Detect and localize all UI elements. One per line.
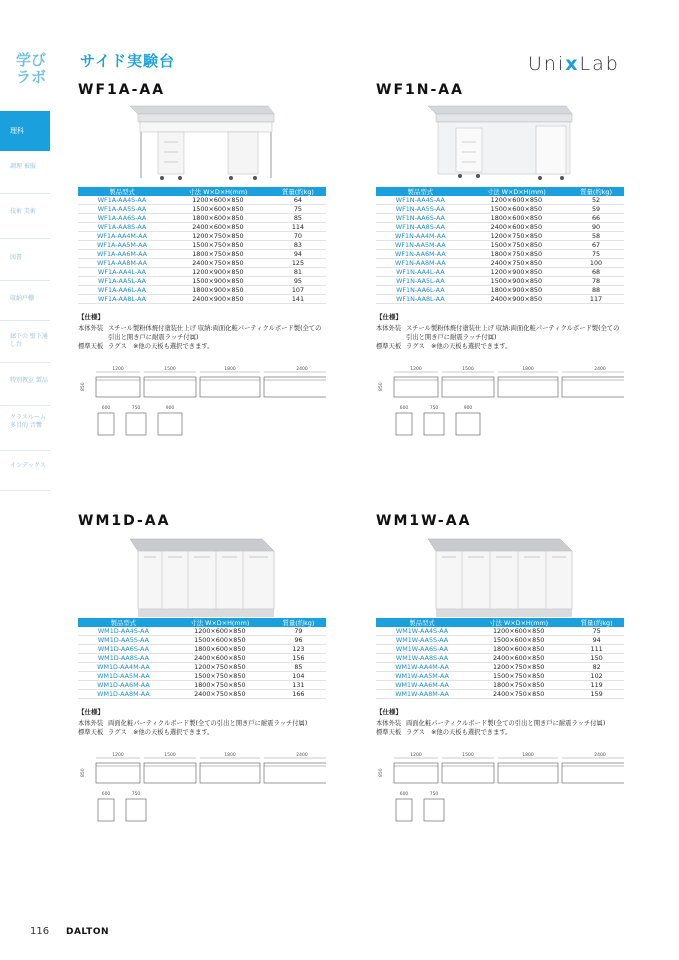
cell-model: WF1N-AA5S-AA [376, 205, 465, 214]
spec-table [78, 187, 326, 304]
cell-model: WF1N-AA4L-AA [376, 268, 465, 277]
table-row [78, 277, 326, 286]
logo-text-b: Lab [579, 53, 620, 75]
table-row [78, 286, 326, 295]
cell-model: WF1N-AA6L-AA [376, 286, 465, 295]
cell-model: WM1D-AA8S-AA [78, 654, 169, 663]
table-header [78, 618, 326, 627]
cell-model: WF1A-AA6S-AA [78, 214, 166, 223]
cell-weight: 58 [568, 232, 624, 241]
table-row [78, 232, 326, 241]
cell-weight: 141 [270, 295, 326, 304]
sidebar [0, 0, 50, 960]
cell-weight: 104 [271, 672, 326, 681]
table-row [78, 295, 326, 304]
cell-model: WF1N-AA4S-AA [376, 196, 465, 205]
drawing-wrap [78, 751, 326, 833]
table-row [78, 196, 326, 205]
table-row [376, 214, 624, 223]
cell-size: 1800×600×850 [468, 645, 569, 654]
spec-row [78, 342, 326, 351]
sidebar-item-library[interactable]: 図書 [10, 254, 23, 261]
product-photo-wrap [78, 102, 326, 187]
cell-weight: 66 [568, 214, 624, 223]
cell-model: WF1N-AA5M-AA [376, 241, 465, 250]
spec-table [376, 618, 624, 699]
table-row [376, 286, 624, 295]
dim-label: 2400 [296, 753, 308, 758]
cell-weight: 111 [569, 645, 624, 654]
spec-key: 標準天板 [78, 343, 104, 350]
cell-model: WM1D-AA5S-AA [78, 636, 169, 645]
table-row [376, 268, 624, 277]
cell-weight: 119 [569, 681, 624, 690]
cell-weight: 64 [270, 196, 326, 205]
cell-weight: 94 [270, 250, 326, 259]
unixlab-logo [528, 53, 620, 75]
spec-value: 両面化粧パーティクルボード製(全ての引出と開き戸に耐震ラッチ付属) [108, 720, 308, 727]
product-photo-wrap [376, 102, 624, 187]
cell-weight: 90 [568, 223, 624, 232]
column-header-model: 製品型式 [376, 618, 468, 627]
table-row [78, 627, 326, 636]
table-row [376, 259, 624, 268]
table-row [376, 672, 624, 681]
cell-size: 2400×750×850 [465, 259, 568, 268]
dim-label: 1200 [410, 367, 422, 372]
table-row [376, 681, 624, 690]
cell-weight: 131 [271, 681, 326, 690]
cell-model: WM1W-AA4M-AA [376, 663, 468, 672]
cell-size: 2400×750×850 [169, 690, 271, 699]
table-header [376, 187, 624, 196]
product-photo-wrap [78, 533, 326, 618]
cell-model: WM1D-AA4S-AA [78, 627, 169, 636]
cell-model: WM1D-AA8M-AA [78, 690, 169, 699]
cell-model: WF1A-AA8L-AA [78, 295, 166, 304]
cell-weight: 88 [568, 286, 624, 295]
spec-value: ラグス ※他の天板も選択できます。 [406, 729, 512, 736]
sidebar-divider [0, 362, 50, 363]
cell-size: 1800×600×850 [465, 214, 568, 223]
column-header-size: 寸法 W×D×H(mm) [468, 618, 569, 627]
page-number: 116 [30, 926, 50, 937]
cell-weight: 114 [270, 223, 326, 232]
table-row [78, 690, 326, 699]
svg-text:850: 850 [379, 768, 384, 777]
cell-weight: 68 [568, 268, 624, 277]
cell-model: WF1N-AA8L-AA [376, 295, 465, 304]
spec-value: ラグス ※他の天板も選択できます。 [406, 343, 512, 350]
column-header-model: 製品型式 [78, 187, 166, 196]
cell-model: WF1A-AA8M-AA [78, 259, 166, 268]
cell-weight: 123 [271, 645, 326, 654]
dim-label: 2400 [594, 753, 606, 758]
column-header-weight: 質量(約kg) [569, 618, 624, 627]
cell-weight: 75 [270, 205, 326, 214]
sidebar-divider [0, 405, 50, 406]
cell-model: WM1D-AA4M-AA [78, 663, 169, 672]
svg-text:600: 600 [399, 792, 409, 797]
product-photo-wrap [376, 533, 624, 618]
cell-size: 1500×600×850 [468, 636, 569, 645]
cell-weight: 85 [270, 214, 326, 223]
cell-size: 1500×600×850 [169, 636, 271, 645]
cell-size: 1500×900×850 [166, 277, 270, 286]
cell-size: 1200×750×850 [468, 663, 569, 672]
spec-row [376, 324, 624, 342]
dim-label: 1500 [462, 753, 474, 758]
cell-model: WM1W-AA5S-AA [376, 636, 468, 645]
spec-key: 標準天板 [376, 729, 402, 736]
cell-size: 1800×900×850 [166, 286, 270, 295]
cell-size: 1800×600×850 [166, 214, 270, 223]
dim-label: 1200 [112, 367, 124, 372]
cell-size: 1200×600×850 [468, 627, 569, 636]
cell-model: WM1D-AA6S-AA [78, 645, 169, 654]
spec-row [376, 719, 624, 728]
column-header-weight: 質量(約kg) [270, 187, 326, 196]
spec-table [78, 618, 326, 699]
spec-key: 本体外装 [376, 325, 402, 332]
spec-value: ラグス ※他の天板も選択できます。 [108, 343, 214, 350]
table-row [376, 690, 624, 699]
spec-heading: 【仕様】 [376, 708, 402, 716]
cell-size: 1200×750×850 [166, 232, 270, 241]
cell-model: WM1W-AA4S-AA [376, 627, 468, 636]
cell-size: 1800×900×850 [465, 286, 568, 295]
table-row [78, 645, 326, 654]
cell-weight: 166 [271, 690, 326, 699]
logo-text-x: x [565, 53, 580, 75]
spec-key: 標準天板 [376, 343, 402, 350]
svg-text:900: 900 [463, 406, 473, 411]
cell-weight: 75 [568, 250, 624, 259]
column-header-size: 寸法 W×D×H(mm) [169, 618, 271, 627]
dimension-drawing [78, 365, 326, 473]
product-panel [78, 82, 326, 477]
model-name: WM1D-AA [78, 513, 171, 529]
table-row [376, 636, 624, 645]
column-header-size: 寸法 W×D×H(mm) [465, 187, 568, 196]
sidebar-divider [0, 320, 50, 321]
cell-size: 2400×750×850 [468, 690, 569, 699]
cell-model: WF1N-AA8S-AA [376, 223, 465, 232]
dim-label: 1200 [112, 753, 124, 758]
cell-model: WF1A-AA5S-AA [78, 205, 166, 214]
sidebar-divider [0, 450, 50, 451]
cell-weight: 82 [569, 663, 624, 672]
product-panel [376, 82, 624, 477]
model-name: WF1A-AA [78, 82, 166, 98]
cell-size: 1200×600×850 [166, 196, 270, 205]
cell-model: WM1W-AA8M-AA [376, 690, 468, 699]
table-row [78, 672, 326, 681]
table-row [78, 681, 326, 690]
product-panel [376, 513, 624, 833]
cell-model: WM1W-AA6M-AA [376, 681, 468, 690]
sidebar-item-science[interactable]: 理科 [0, 111, 50, 151]
table-header [376, 618, 624, 627]
table-row [376, 250, 624, 259]
cell-size: 1200×750×850 [465, 232, 568, 241]
spec-value: 両面化粧パーティクルボード製(全ての引出と開き戸に耐震ラッチ付属) [406, 720, 606, 727]
column-header-size: 寸法 W×D×H(mm) [166, 187, 270, 196]
cell-weight: 96 [271, 636, 326, 645]
table-row [376, 196, 624, 205]
dim-label: 1500 [164, 367, 176, 372]
cell-model: WF1A-AA4M-AA [78, 232, 166, 241]
cell-weight: 102 [569, 672, 624, 681]
drawing-wrap [376, 365, 624, 477]
dim-label: 1500 [164, 753, 176, 758]
cell-weight: 83 [270, 241, 326, 250]
dimension-drawing [376, 751, 624, 829]
dimension-drawing [376, 365, 624, 473]
table-header [78, 187, 326, 196]
dim-label: 1800 [522, 367, 534, 372]
cell-model: WF1A-AA4L-AA [78, 268, 166, 277]
cell-weight: 85 [271, 663, 326, 672]
drawing-wrap [78, 365, 326, 477]
svg-text:600: 600 [101, 406, 111, 411]
cell-size: 1200×600×850 [465, 196, 568, 205]
dim-label: 1800 [224, 367, 236, 372]
logo-text-a: Uni [528, 53, 566, 75]
cell-size: 1500×600×850 [166, 205, 270, 214]
svg-text:850: 850 [81, 382, 86, 391]
cell-model: WF1N-AA6S-AA [376, 214, 465, 223]
cell-weight: 94 [569, 636, 624, 645]
table-row [78, 205, 326, 214]
spec-row [376, 728, 624, 737]
cell-size: 1500×600×850 [465, 205, 568, 214]
table-row [78, 663, 326, 672]
spec-heading: 【仕様】 [78, 708, 104, 716]
cell-model: WF1A-AA6M-AA [78, 250, 166, 259]
cell-model: WF1A-AA4S-AA [78, 196, 166, 205]
svg-text:600: 600 [101, 792, 111, 797]
dimension-drawing [78, 751, 326, 829]
sidebar-item-corridor[interactable]: 廊下の 壁下通し台 [10, 333, 48, 348]
table-row [376, 205, 624, 214]
cell-weight: 100 [568, 259, 624, 268]
cell-size: 1500×900×850 [465, 277, 568, 286]
svg-text:750: 750 [131, 406, 141, 411]
svg-text:600: 600 [399, 406, 409, 411]
column-header-weight: 質量(約kg) [568, 187, 624, 196]
table-row [376, 295, 624, 304]
dalton-logo: DALTON [66, 927, 110, 937]
dim-label: 1800 [224, 753, 236, 758]
spec-key: 本体外装 [78, 720, 104, 727]
cell-model: WF1A-AA5L-AA [78, 277, 166, 286]
column-header-weight: 質量(約kg) [271, 618, 326, 627]
cell-weight: 67 [568, 241, 624, 250]
model-name: WM1W-AA [376, 513, 472, 529]
spec-row [78, 728, 326, 737]
table-row [376, 627, 624, 636]
sidebar-divider [0, 490, 50, 491]
cell-weight: 159 [569, 690, 624, 699]
product-photo [376, 102, 624, 187]
cell-model: WM1W-AA8S-AA [376, 654, 468, 663]
spec-value: スチール製粉体焼付塗装仕上げ 収納:両面化粧パーティクルボード製(全ての引出と開き戸に耐震ラッチ付属) [108, 325, 322, 341]
svg-text:900: 900 [165, 406, 175, 411]
cell-weight: 79 [271, 627, 326, 636]
sidebar-item-cooking[interactable]: 調理 被服 [10, 163, 36, 170]
sidebar-item-index[interactable]: インデックス [10, 462, 46, 469]
sidebar-divider [0, 280, 50, 281]
cell-weight: 125 [270, 259, 326, 268]
svg-text:750: 750 [131, 792, 141, 797]
cell-size: 1200×600×850 [169, 627, 271, 636]
sidebar-divider [0, 193, 50, 194]
drawing-wrap [376, 751, 624, 833]
table-row [376, 645, 624, 654]
cell-weight: 75 [569, 627, 624, 636]
column-header-model: 製品型式 [376, 187, 465, 196]
cell-size: 2400×600×850 [166, 223, 270, 232]
cell-size: 2400×600×850 [169, 654, 271, 663]
table-row [78, 268, 326, 277]
cell-size: 1200×900×850 [166, 268, 270, 277]
table-row [78, 259, 326, 268]
cell-model: WF1N-AA8M-AA [376, 259, 465, 268]
cell-model: WF1A-AA5M-AA [78, 241, 166, 250]
table-row [376, 654, 624, 663]
product-photo [376, 533, 624, 618]
cell-size: 2400×600×850 [465, 223, 568, 232]
cell-size: 1500×750×850 [169, 672, 271, 681]
cell-size: 2400×750×850 [166, 259, 270, 268]
spec-row [78, 719, 326, 728]
cell-size: 2400×600×850 [468, 654, 569, 663]
spec-value: ラグス ※他の天板も選択できます。 [108, 729, 214, 736]
table-row [78, 636, 326, 645]
table-row [376, 232, 624, 241]
cell-size: 1800×750×850 [166, 250, 270, 259]
dim-label: 1800 [522, 753, 534, 758]
table-row [78, 654, 326, 663]
cell-model: WF1N-AA5L-AA [376, 277, 465, 286]
cell-model: WM1W-AA5M-AA [376, 672, 468, 681]
cell-model: WM1D-AA5M-AA [78, 672, 169, 681]
cell-model: WF1N-AA6M-AA [376, 250, 465, 259]
dim-label: 1200 [410, 753, 422, 758]
cell-size: 1500×750×850 [468, 672, 569, 681]
spec-key: 本体外装 [78, 325, 104, 332]
svg-text:850: 850 [379, 382, 384, 391]
spec-table [376, 187, 624, 304]
cell-weight: 107 [270, 286, 326, 295]
cell-weight: 70 [270, 232, 326, 241]
cell-size: 1500×750×850 [465, 241, 568, 250]
cell-weight: 78 [568, 277, 624, 286]
cell-size: 2400×900×850 [465, 295, 568, 304]
table-row [376, 663, 624, 672]
spec-value: スチール製粉体焼付塗装仕上げ 収納:両面化粧パーティクルボード製(全ての引出と開き戸に耐震ラッチ付属) [406, 325, 620, 341]
dim-label: 1500 [462, 367, 474, 372]
cell-model: WF1A-AA6L-AA [78, 286, 166, 295]
svg-text:750: 750 [429, 406, 439, 411]
table-row [78, 223, 326, 232]
spec-key: 標準天板 [78, 729, 104, 736]
spec-row [376, 342, 624, 351]
column-header-model: 製品型式 [78, 618, 169, 627]
svg-text:750: 750 [429, 792, 439, 797]
sidebar-item-special[interactable]: 特別教室 製品 [10, 377, 48, 384]
spec-heading: 【仕様】 [78, 313, 104, 321]
sidebar-item-tech-art[interactable]: 技術 美術 [10, 208, 36, 215]
cell-size: 1200×750×850 [169, 663, 271, 672]
svg-text:850: 850 [81, 768, 86, 777]
product-panel [78, 513, 326, 833]
table-row [376, 241, 624, 250]
table-row [376, 223, 624, 232]
cell-size: 2400×900×850 [166, 295, 270, 304]
dim-label: 2400 [594, 367, 606, 372]
cell-size: 1800×750×850 [468, 681, 569, 690]
table-row [376, 277, 624, 286]
table-row [78, 214, 326, 223]
sidebar-divider [0, 238, 50, 239]
cell-weight: 52 [568, 196, 624, 205]
cell-weight: 59 [568, 205, 624, 214]
spec-heading: 【仕様】 [376, 313, 402, 321]
table-row [78, 241, 326, 250]
cell-size: 1200×900×850 [465, 268, 568, 277]
cell-weight: 156 [271, 654, 326, 663]
product-photo [78, 533, 326, 618]
cell-size: 1800×750×850 [465, 250, 568, 259]
sidebar-item-classroom[interactable]: クラスルーム 多目的 音響 [10, 414, 46, 429]
cell-weight: 117 [568, 295, 624, 304]
cell-weight: 150 [569, 654, 624, 663]
cell-model: WF1A-AA8S-AA [78, 223, 166, 232]
sidebar-item-storage[interactable]: 収納戸棚 [10, 295, 35, 302]
cell-model: WF1N-AA4M-AA [376, 232, 465, 241]
spec-row [78, 324, 326, 342]
sidebar-brand: 学び ラボ [16, 51, 47, 86]
model-name: WF1N-AA [376, 82, 464, 98]
cell-weight: 81 [270, 268, 326, 277]
cell-size: 1800×600×850 [169, 645, 271, 654]
dim-label: 2400 [296, 367, 308, 372]
cell-model: WM1W-AA6S-AA [376, 645, 468, 654]
table-row [78, 250, 326, 259]
cell-model: WM1D-AA6M-AA [78, 681, 169, 690]
cell-size: 1800×750×850 [169, 681, 271, 690]
cell-weight: 95 [270, 277, 326, 286]
product-photo [78, 102, 326, 187]
spec-key: 本体外装 [376, 720, 402, 727]
page-title: サイド実験台 [80, 52, 175, 70]
cell-size: 1500×750×850 [166, 241, 270, 250]
